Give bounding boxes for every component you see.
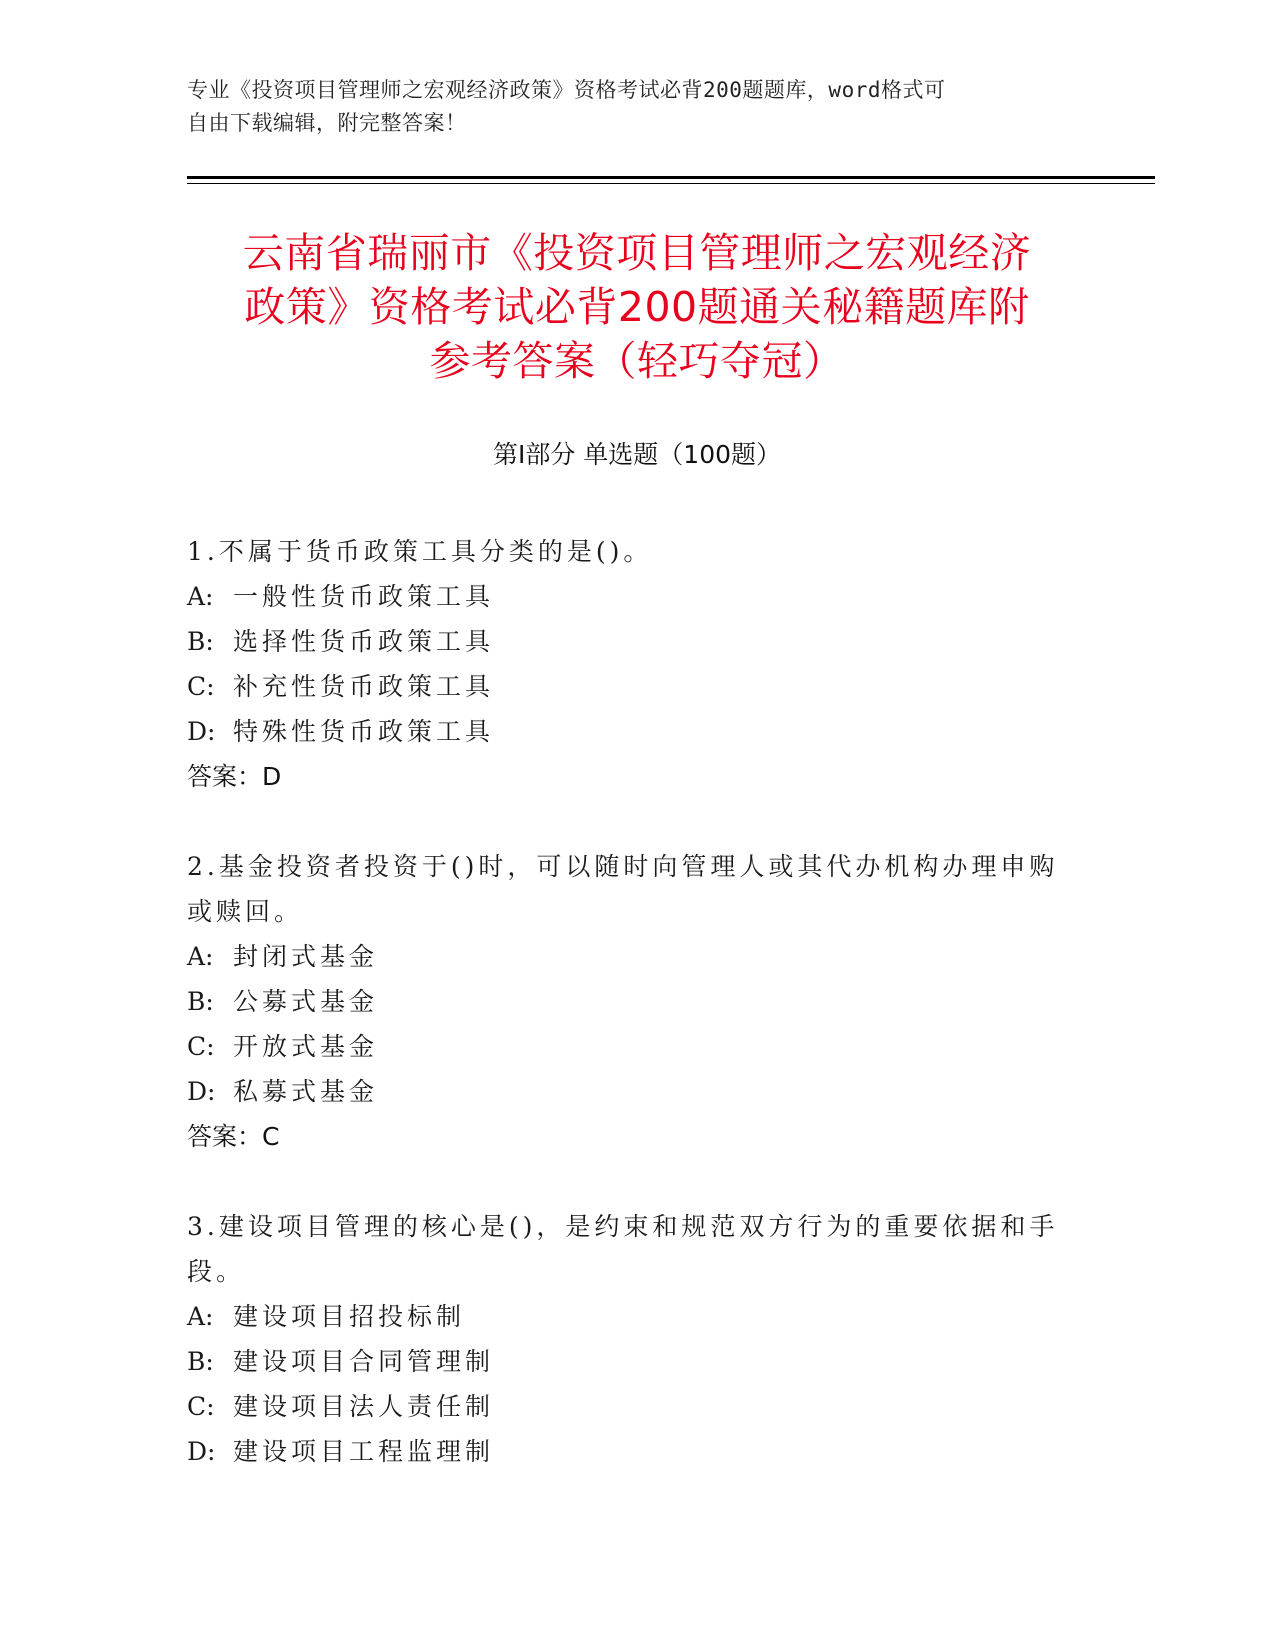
option-a [187, 574, 1067, 619]
option-d [187, 709, 1067, 754]
option-key: A: [187, 582, 214, 611]
question-stem: 3.建设项目管理的核心是()，是约束和规范双方行为的重要依据和手 [187, 1212, 1059, 1241]
answer-line: 答案：C [187, 1122, 280, 1151]
option-key: C: [187, 1032, 215, 1061]
option-b [187, 979, 1067, 1024]
answer-line: 答案：D [187, 762, 282, 791]
option-key: A: [187, 1302, 214, 1331]
option-key: D: [187, 1077, 216, 1106]
option-text: 建设项目招投标制 [233, 1302, 466, 1331]
option-key: C: [187, 672, 215, 701]
option-key: D: [187, 717, 216, 746]
document-title-line-1: 云南省瑞丽市《投资项目管理师之宏观经济 [242, 229, 1032, 277]
option-c [187, 664, 1067, 709]
option-text: 特殊性货币政策工具 [233, 717, 495, 746]
option-text: 一般性货币政策工具 [233, 582, 495, 611]
question-stem-continued: 段。 [187, 1257, 246, 1286]
option-text: 建设项目工程监理制 [233, 1437, 495, 1466]
question-stem: 2.基金投资者投资于()时，可以随时向管理人或其代办机构办理申购 [187, 852, 1059, 881]
header-note [187, 74, 1067, 140]
option-c [187, 1384, 1067, 1429]
option-text: 封闭式基金 [233, 942, 379, 971]
question-1 [187, 529, 1067, 799]
document-title [187, 226, 1087, 388]
option-b [187, 619, 1067, 664]
option-text: 补充性货币政策工具 [233, 672, 495, 701]
question-3 [187, 1204, 1067, 1474]
option-a [187, 934, 1067, 979]
document-title-line-3: 参考答案（轻巧夺冠） [429, 337, 845, 385]
document-title-line-2: 政策》资格考试必背200题通关秘籍题库附 [244, 283, 1030, 331]
option-a [187, 1294, 1067, 1339]
option-key: B: [187, 1347, 214, 1376]
question-2 [187, 844, 1067, 1159]
section-heading: 第Ⅰ部分 单选题（100题） [492, 440, 782, 469]
option-key: C: [187, 1392, 215, 1421]
option-text: 选择性货币政策工具 [233, 627, 495, 656]
question-stem: 1.不属于货币政策工具分类的是()。 [187, 537, 653, 566]
option-key: A: [187, 942, 214, 971]
option-key: B: [187, 627, 214, 656]
option-text: 公募式基金 [233, 987, 379, 1016]
header-divider-thin [187, 183, 1155, 184]
option-key: D: [187, 1437, 216, 1466]
header-note-line-1: 专业《投资项目管理师之宏观经济政策》资格考试必背200题题库，word格式可 [187, 78, 946, 102]
option-b [187, 1339, 1067, 1384]
question-stem-continued: 或赎回。 [187, 897, 304, 926]
option-d [187, 1069, 1067, 1114]
option-key: B: [187, 987, 214, 1016]
option-text: 私募式基金 [233, 1077, 379, 1106]
header-divider-thick [187, 176, 1155, 179]
question-list [187, 529, 1067, 1519]
option-text: 开放式基金 [233, 1032, 379, 1061]
header-note-line-2: 自由下载编辑，附完整答案！ [187, 111, 467, 135]
option-text: 建设项目法人责任制 [233, 1392, 495, 1421]
option-c [187, 1024, 1067, 1069]
option-d [187, 1429, 1067, 1474]
option-text: 建设项目合同管理制 [233, 1347, 495, 1376]
